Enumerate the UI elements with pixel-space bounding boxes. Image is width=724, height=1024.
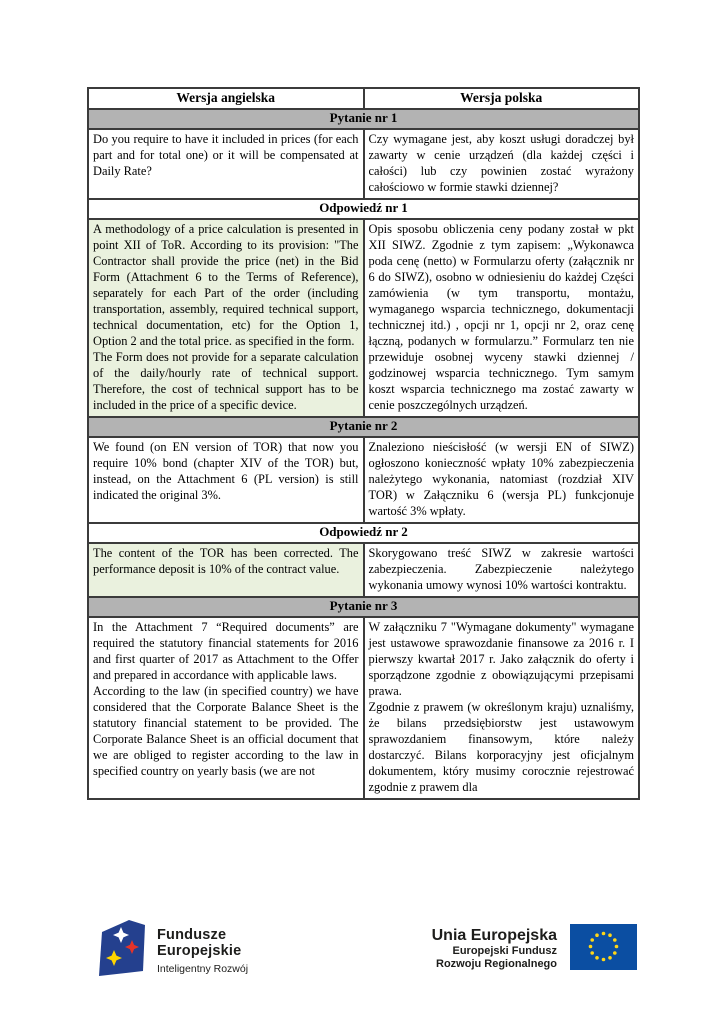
answer-2-header: Odpowiedź nr 2 xyxy=(88,523,639,543)
fundusze-logo-text xyxy=(157,920,248,975)
fundusze-europejskie-logo xyxy=(99,920,248,977)
qa-table xyxy=(87,87,640,800)
question-2-header: Pytanie nr 2 xyxy=(88,417,639,437)
question-2-english xyxy=(88,437,364,523)
fundusze-logo-subtitle: Inteligentny Rozwój xyxy=(157,963,249,975)
unia-logo-text xyxy=(432,924,557,971)
question-1-header: Pytanie nr 1 xyxy=(88,109,639,129)
answer-2-english xyxy=(88,543,364,597)
column-header-english: Wersja angielska xyxy=(88,88,364,109)
question-3-polish-paragraph-1: W załączniku 7 "Wymagane dokumenty" wymagane jest ustawowe sprawozdanie finansowe za 2016 r. I pierwszy kwartał 2017 r. Jako załącznik do oferty i sporządzone zgodnie z obowiązującymi przepisami prawa. xyxy=(368,620,634,698)
footer xyxy=(0,916,724,1001)
answer-2-row xyxy=(88,543,639,597)
answer-1-english-paragraph-1: A methodology of a price calculation is presented in point XII of ToR. According to its provision: "The Contractor shall provide the price (net) in the Bid Form (Attachment 6 to the Terms of Reference), separately for each Part of the order (including transportation, assembly, required technical support, technical documentation, etc) for the Option 1, Option 2 and the total price. as specified in the form. xyxy=(93,222,359,348)
question-1-row xyxy=(88,129,639,199)
question-3-polish-paragraph-2: Zgodnie z prawem (w określonym kraju) uznaliśmy, że bilans przedsiębiorstw jest ustawowym sprawozdaniem finansowym, które należy dostarczyć. Bilans korporacyjny jest oficjalnym dokumentem, który musimy corocznie rejestrować zgodnie z prawem dla xyxy=(368,700,634,794)
question-2-polish-text: Znaleziono nieścisłość (w wersji EN of SIWZ) ogłoszono konieczność wpłaty 10% zabezpieczenia należytego wykonania, natomiast (rozdział XIV TOR) w Załączniku 6 (wersja PL) funkcjonuje wartość 3% wpłaty. xyxy=(368,440,634,518)
question-2-header-row xyxy=(88,417,639,437)
question-2-row xyxy=(88,437,639,523)
fundusze-logo-title-line2: Europejskie xyxy=(157,943,242,959)
answer-2-polish xyxy=(364,543,640,597)
unia-logo-subtitle-line2: Rozwoju Regionalnego xyxy=(436,958,557,970)
answer-2-header-row xyxy=(88,523,639,543)
fundusze-logo-title-line1: Fundusze xyxy=(157,927,227,943)
answer-1-header: Odpowiedź nr 1 xyxy=(88,199,639,219)
unia-logo-subtitle-line1: Europejski Fundusz xyxy=(452,945,557,957)
answer-1-polish xyxy=(364,219,640,417)
answer-1-english xyxy=(88,219,364,417)
question-3-english xyxy=(88,617,364,799)
question-2-english-text: We found (on EN version of TOR) that now you require 10% bond (chapter XIV of the TOR) but, instead, on the Attachment 6 (PL version) is still indicated the original 3%. xyxy=(93,440,359,502)
question-1-english xyxy=(88,129,364,199)
column-header-polish: Wersja polska xyxy=(364,88,640,109)
unia-logo-title: Unia Europejska xyxy=(431,927,557,944)
answer-2-polish-text: Skorygowano treść SIWZ w zakresie wartości zabezpieczenia. Zabezpieczenie należytego wykonania umowy wynosi 10% wartości kontraktu. xyxy=(368,546,634,592)
question-1-english-text: Do you require to have it included in prices (for each part and for total one) or it will be compensated at Daily Rate? xyxy=(93,132,359,178)
question-3-english-paragraph-2: According to the law (in specified country) we have considered that the Corporate Balance Sheet is the statutory financial statement to be provided. The Corporate Balance Sheet is an official document that we are obliged to register according to the law in specified country on yearly basis (we are not xyxy=(93,684,359,778)
question-3-polish xyxy=(364,617,640,799)
answer-1-english-paragraph-2: The Form does not provide for a separate calculation of the daily/hourly rate of technical support. Therefore, the cost of technical support has to be included in the price of a specific device. xyxy=(93,350,359,412)
question-1-header-row xyxy=(88,109,639,129)
answer-1-row xyxy=(88,219,639,417)
answer-2-english-text: The content of the TOR has been corrected. The performance deposit is 10% of the contract value. xyxy=(93,546,359,576)
column-header-row xyxy=(88,88,639,109)
question-1-polish xyxy=(364,129,640,199)
question-3-english-paragraph-1: In the Attachment 7 “Required documents” are required the statutory financial statements for 2016 and first quarter of 2017 as Attachment to the Offer and prepared in accordance with applicable laws. xyxy=(93,620,359,682)
question-3-header-row xyxy=(88,597,639,617)
question-3-row xyxy=(88,617,639,799)
question-1-polish-text: Czy wymagane jest, aby koszt usługi doradczej był zawarty w cenie urządzeń (dla każdej części i całości) lub czy powinien zostać wyrażony całościowo w formie stawki dziennej? xyxy=(368,132,634,194)
question-3-header: Pytanie nr 3 xyxy=(88,597,639,617)
answer-1-header-row xyxy=(88,199,639,219)
answer-1-polish-text: Opis sposobu obliczenia ceny podany został w pkt XII SIWZ. Zgodnie z tym zapisem: „Wykonawca poda cenę (netto) w Formularzu oferty (załącznik nr 6 do SIWZ), osobno w odniesieniu do każdej Części zamówienia (w tym transportu, montażu, wymaganego wsparcia technicznego, dokumentacji technicznej itd.) , opcji nr 1, opcji nr 2, oraz cenę łączną, podanych w formularzu.” Formularz ten nie przewiduje osobnej wyceny stawki dziennej / godzinowej wsparcia technicznego. Tym samym koszt wsparcia technicznego ma zostać zawarty w cenie poszczególnych urządzeń. xyxy=(368,222,634,412)
fundusze-flag-icon xyxy=(99,920,146,977)
eu-flag-icon xyxy=(570,924,637,970)
unia-europejska-logo xyxy=(432,924,637,971)
question-2-polish xyxy=(364,437,640,523)
